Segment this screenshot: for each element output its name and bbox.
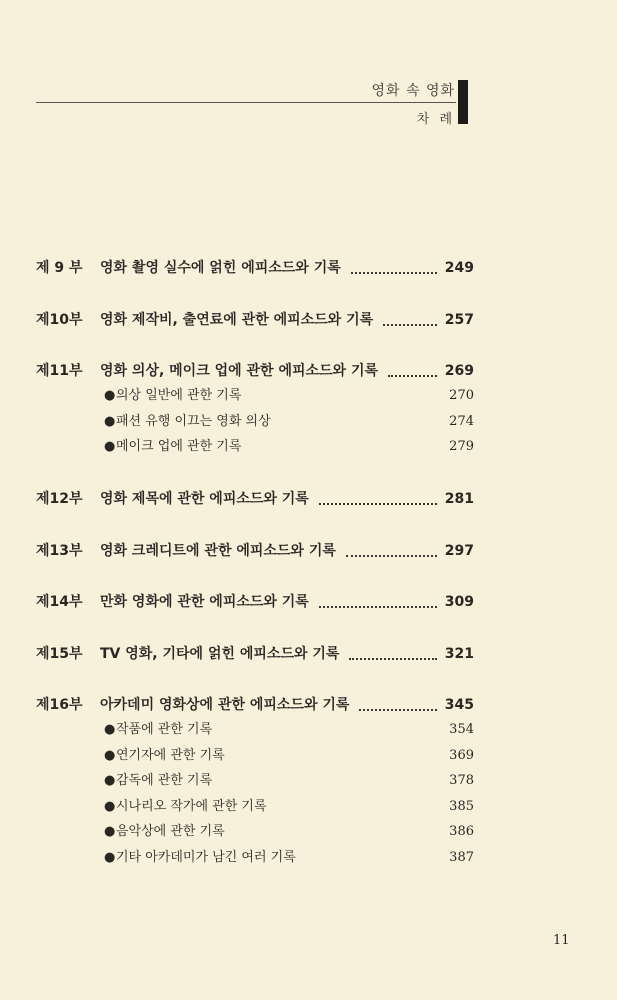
sub-title: 의상 일반에 관한 기록 [116, 388, 242, 403]
sub-title: 감독에 관한 기록 [116, 773, 213, 788]
bullet-icon: ● [104, 747, 116, 763]
section-label: 차 례 [416, 112, 455, 127]
sub-title: 기타 아카데미가 남긴 여러 기록 [116, 849, 296, 865]
toc-part-entry [36, 360, 474, 382]
part-page-number: 249 [444, 260, 474, 276]
sub-title: 메이크 업에 관한 기록 [116, 439, 242, 454]
sub-title: 작품에 관한 기록 [116, 722, 213, 737]
book-title: 영화 속 영화 [371, 83, 455, 99]
toc-sub-entry [104, 770, 474, 792]
bullet-icon: ● [104, 388, 116, 403]
part-page-number: 345 [444, 697, 474, 713]
bullet-icon: ● [104, 773, 116, 788]
dot-leader [319, 481, 437, 505]
toc-part-entry [36, 694, 474, 716]
sub-page-number: 270 [449, 388, 474, 403]
sub-page-number: 279 [449, 439, 474, 454]
page-number: 11 [553, 933, 570, 948]
part-number: 제 9 부 [36, 260, 83, 276]
header-bar [458, 80, 468, 124]
dot-leader [359, 687, 437, 711]
toc-sub-entry [104, 719, 474, 741]
sub-page-number: 387 [449, 849, 474, 865]
bullet-icon: ● [104, 722, 116, 737]
toc-part-entry [36, 309, 474, 331]
sub-page-number: 274 [449, 413, 474, 429]
sub-page-number: 369 [449, 747, 474, 763]
part-page-number: 321 [444, 646, 474, 662]
part-number: 제16부 [36, 697, 83, 713]
toc-sub-entry [104, 847, 474, 869]
part-number: 제10부 [36, 312, 83, 328]
dot-leader [383, 302, 437, 326]
toc-sub-entry [104, 821, 474, 843]
part-page-number: 269 [444, 363, 474, 379]
toc-sub-entry [104, 745, 474, 767]
bullet-icon: ● [104, 439, 116, 454]
bullet-icon: ● [104, 849, 116, 865]
part-title: 만화 영화에 관한 에피소드와 기록 [100, 594, 309, 610]
part-title: 영화 의상, 메이크 업에 관한 에피소드와 기록 [100, 363, 378, 379]
sub-title: 시나리오 작가에 관한 기록 [116, 798, 267, 814]
bullet-icon: ● [104, 824, 116, 839]
sub-page-number: 385 [449, 798, 474, 814]
sub-page-number: 354 [449, 722, 474, 737]
part-page-number: 309 [444, 594, 474, 610]
dot-leader [351, 250, 437, 274]
toc-part-entry [36, 591, 474, 613]
toc-sub-entry [104, 436, 474, 458]
toc-part-entry [36, 540, 474, 562]
part-title: 영화 제목에 관한 에피소드와 기록 [100, 491, 309, 507]
toc-sub-entry [104, 385, 474, 407]
toc-sub-entry [104, 411, 474, 433]
part-title: 영화 제작비, 출연료에 관한 에피소드와 기록 [100, 312, 374, 328]
sub-title: 패션 유행 이끄는 영화 의상 [116, 413, 271, 429]
header-rule [36, 102, 456, 103]
part-number: 제14부 [36, 594, 83, 610]
part-title: 영화 크레디트에 관한 에피소드와 기록 [100, 543, 336, 559]
part-page-number: 281 [444, 491, 474, 507]
dot-leader [319, 584, 437, 608]
toc-part-entry [36, 257, 474, 279]
bullet-icon: ● [104, 798, 116, 814]
bullet-icon: ● [104, 413, 116, 429]
toc-sub-entry [104, 796, 474, 818]
part-number: 제15부 [36, 646, 83, 662]
part-number: 제11부 [36, 363, 83, 379]
dot-leader [349, 636, 437, 660]
part-page-number: 297 [444, 543, 474, 559]
part-title: 아카데미 영화상에 관한 에피소드와 기록 [100, 697, 350, 713]
toc-part-entry [36, 488, 474, 510]
part-title: 영화 촬영 실수에 얽힌 에피소드와 기록 [100, 260, 341, 276]
dot-leader [346, 533, 437, 557]
sub-page-number: 386 [449, 824, 474, 839]
sub-page-number: 378 [449, 773, 474, 788]
sub-title: 연기자에 관한 기록 [116, 747, 225, 763]
sub-title: 음악상에 관한 기록 [116, 824, 225, 839]
part-page-number: 257 [444, 312, 474, 328]
toc-part-entry [36, 643, 474, 665]
part-number: 제13부 [36, 543, 83, 559]
part-number: 제12부 [36, 491, 83, 507]
dot-leader [388, 353, 437, 377]
part-title: TV 영화, 기타에 얽힌 에피소드와 기록 [100, 646, 340, 662]
